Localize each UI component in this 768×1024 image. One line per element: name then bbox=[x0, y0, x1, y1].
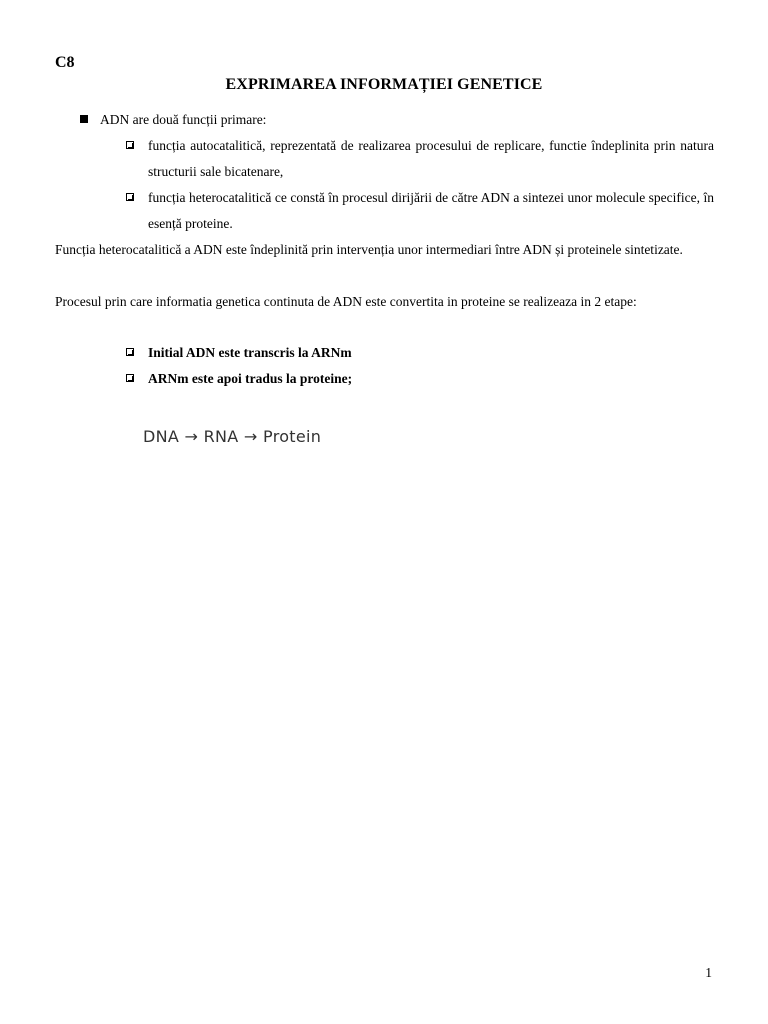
function-item-text: funcția heterocatalitică ce constă în procesul dirijării de către ADN a sintezei unor molecule specifice, în esență proteine. bbox=[148, 190, 714, 231]
step-item bbox=[126, 366, 714, 392]
paragraph: Procesul prin care informatia genetica continuta de ADN este convertita in proteine se realizeaza in 2 etape: bbox=[55, 294, 637, 309]
page-number: 1 bbox=[705, 965, 712, 980]
checkbox-bullet-icon bbox=[126, 348, 134, 356]
intro-bullet bbox=[80, 107, 714, 133]
step-item bbox=[126, 340, 714, 366]
function-item bbox=[126, 133, 714, 185]
step-item-text: Initial ADN este transcris la ARNm bbox=[148, 345, 352, 360]
step-item-text: ARNm este apoi tradus la proteine; bbox=[148, 371, 353, 386]
function-item bbox=[126, 185, 714, 237]
chapter-label: C8 bbox=[55, 54, 75, 71]
document-title: EXPRIMAREA INFORMAȚIEI GENETICE bbox=[225, 76, 543, 93]
function-item-text: funcția autocatalitică, reprezentată de realizarea procesului de replicare, functie îndeplinita prin natura structurii sale bicatenare, bbox=[148, 138, 714, 179]
square-bullet-icon bbox=[80, 115, 88, 123]
central-dogma-flow: DNA → RNA → Protein bbox=[143, 427, 322, 446]
checkbox-bullet-icon bbox=[126, 374, 134, 382]
intro-bullet-text: ADN are două funcții primare: bbox=[100, 112, 267, 127]
checkbox-bullet-icon bbox=[126, 141, 134, 149]
checkbox-bullet-icon bbox=[126, 193, 134, 201]
paragraph: Funcția heterocatalitică a ADN este îndeplinită prin intervenția unor intermediari între ADN și proteinele sintetizate. bbox=[55, 242, 683, 257]
